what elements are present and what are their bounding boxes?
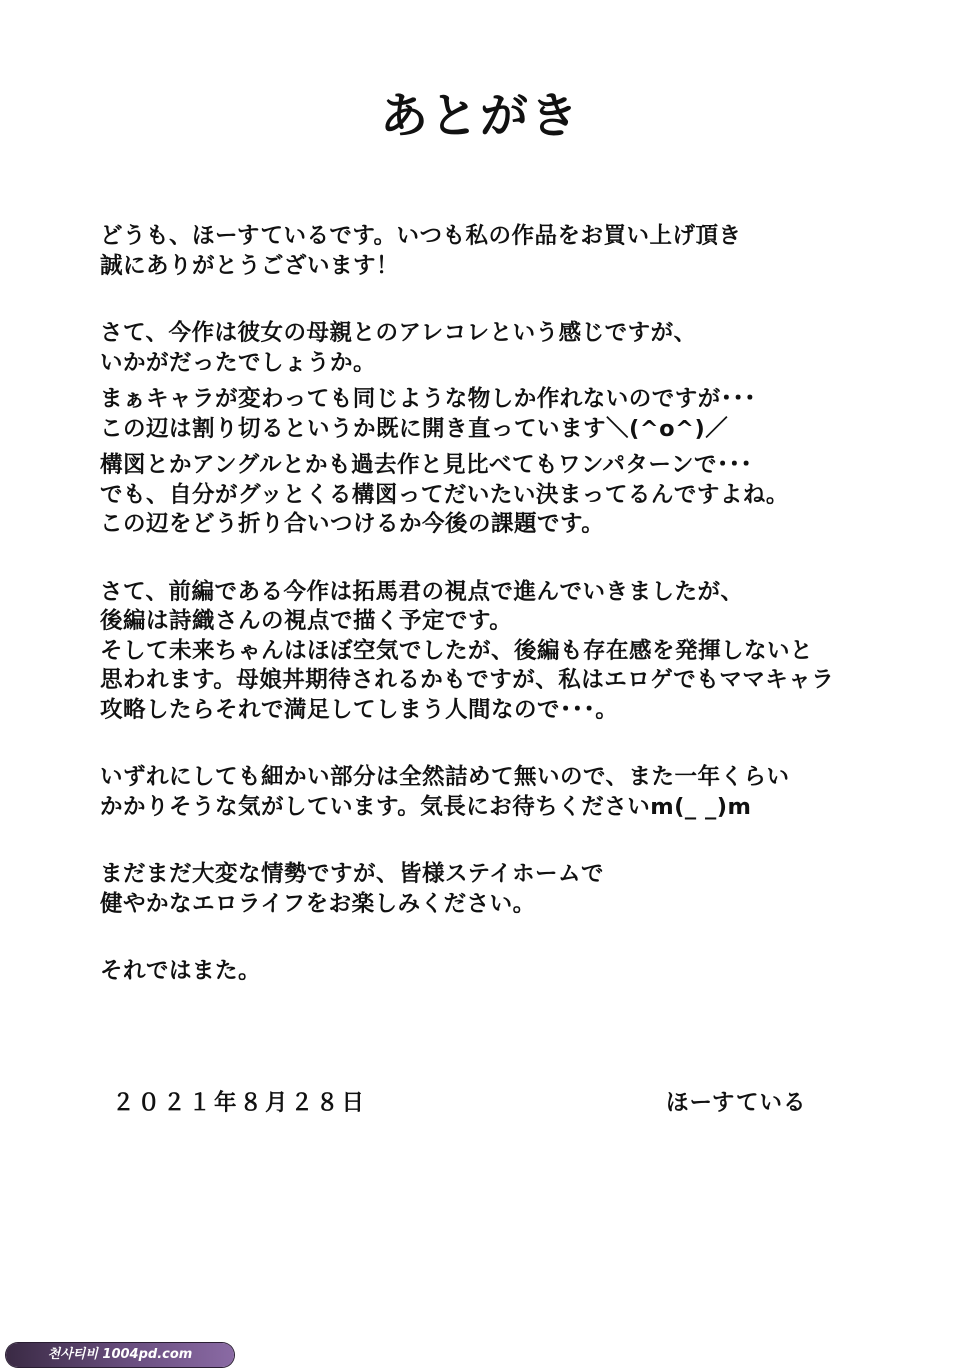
text-line: 思われます。母娘丼期待されるかもですが、私はエロゲでもママキャラ [100,667,835,693]
afterword-body [100,222,860,987]
text-line: どうも、ほーすているです。いつも私の作品をお買い上げ頂き [100,223,742,249]
paragraph-characters [100,385,860,444]
text-line: 誠にありがとうございます！ [100,252,400,279]
text-line: まだまだ大変な情勢ですが、皆様ステイホームで [100,861,604,887]
paragraph-composition [100,451,860,540]
watermark-badge: 천사티비 1004pd.com [6,1343,234,1367]
text-line: 健やかなエロライフをお楽しみください。 [100,890,536,917]
text-line: 後編は詩織さんの視点で描く予定です。 [100,608,513,634]
text-line: でも、自分がグッとくる構図ってだいたい決まってるんですよね。 [100,481,789,508]
paragraph-farewell [100,957,860,987]
text-line: この辺は割り切るというか既に開き直っています＼(^o^)／ [100,415,729,442]
paragraph-stay-home [100,860,860,919]
text-line: いかがだったでしょうか。 [100,349,377,376]
page-title: あとがき [379,88,580,144]
text-line: さて、前編である今作は拓馬君の視点で進んでいきましたが、 [100,578,744,605]
paragraph-intro [100,319,860,378]
paragraph-schedule [100,763,860,822]
text-line: いずれにしても細かい部分は全然詰めて無いので、また一年くらい [100,764,790,790]
text-line: かかりそうな気がしています。気長にお待ちくださいm(_ _)m [100,793,752,820]
text-line: そして未来ちゃんはほぼ空気でしたが、後編も存在感を発揮しないと [100,637,814,664]
paragraph-sequel [100,578,860,726]
text-line: 攻略したらそれで満足してしまう人間なので･･･。 [100,696,619,723]
text-line: さて、今作は彼女の母親とのアレコレという感じですが、 [100,320,697,346]
text-line: それではまた。 [100,958,262,984]
author-signature: ほーすている [666,1090,807,1116]
paragraph-greeting [100,222,860,281]
text-line: 構図とかアングルとかも過去作と見比べてもワンパターンで･･･ [100,452,753,478]
text-line: まぁキャラが変わっても同じような物しか作れないのですが･･･ [100,386,757,412]
date-text: ２０２１年８月２８日 [112,1090,368,1116]
text-line: この辺をどう折り合いつけるか今後の課題です。 [100,511,605,537]
